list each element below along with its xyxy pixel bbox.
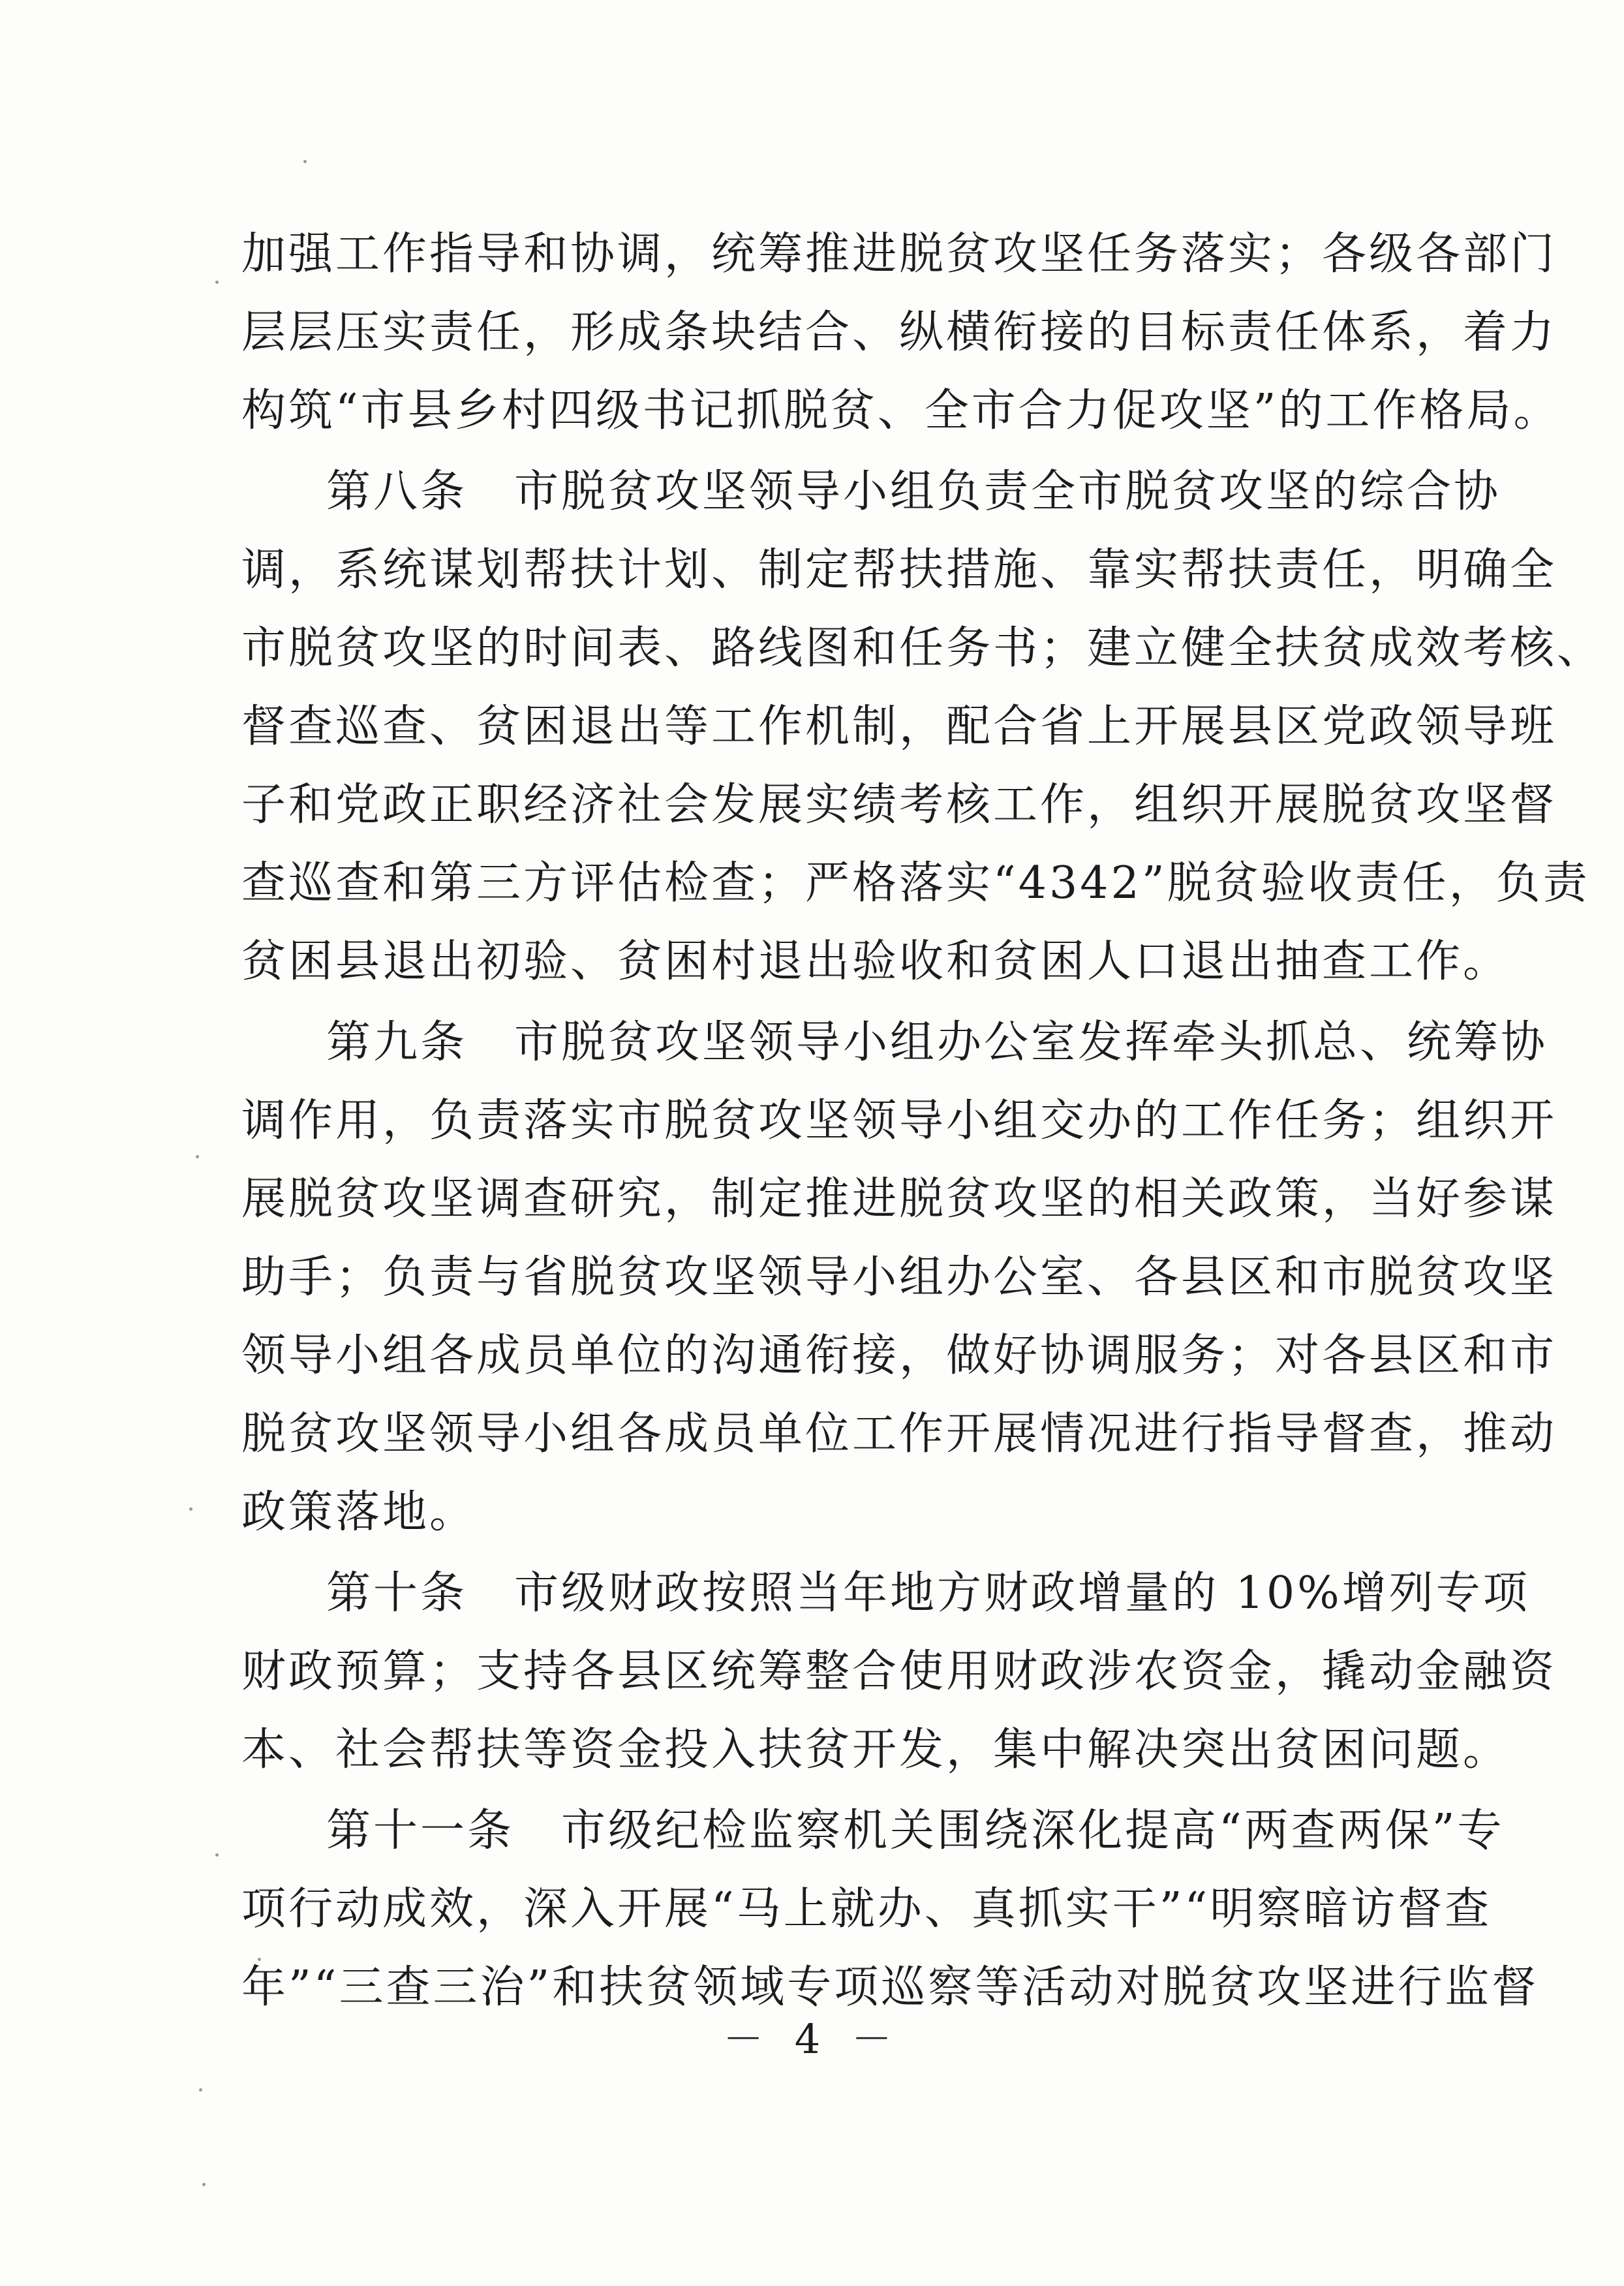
text-line: 本、社会帮扶等资金投入扶贫开发，集中解决突出贫困问题。 (241, 1724, 1510, 1776)
text-line: 加强工作指导和协调，统筹推进脱贫攻坚任务落实；各级各部门 (241, 228, 1557, 280)
paragraph-article-11 (241, 1792, 1539, 2027)
text-line: 政策落地。 (241, 1487, 477, 1538)
text-line: 市脱贫攻坚的时间表、路线图和任务书；建立健全扶贫成效考核、 (241, 623, 1604, 674)
text-line: 贫困县退出初验、贫困村退出验收和贫困人口退出抽查工作。 (241, 936, 1510, 987)
text-line: 层层压实责任，形成条块结合、纵横衔接的目标责任体系，着力 (241, 307, 1557, 358)
page-number: － 4 － (723, 2015, 901, 2063)
paragraph-article-10 (241, 1554, 1557, 1789)
text-line: 调作用，负责落实市脱贫攻坚领导小组交办的工作任务；组织开 (241, 1095, 1557, 1147)
text-line: 第八条 市脱贫攻坚领导小组负责全市脱贫攻坚的综合协 (326, 466, 1501, 517)
text-line: 调，系统谋划帮扶计划、制定帮扶措施、靠实帮扶责任，明确全 (241, 544, 1557, 596)
scan-speck (202, 2183, 206, 2186)
scan-speck (303, 160, 307, 163)
text-line: 第九条 市脱贫攻坚领导小组办公室发挥牵头抓总、统筹协 (326, 1017, 1548, 1068)
text-line: 第十条 市级财政按照当年地方财政增量的 10%增列专项 (326, 1568, 1530, 1619)
text-line: 助手；负责与省脱贫攻坚领导小组办公室、各县区和市脱贫攻坚 (241, 1252, 1557, 1303)
text-line: 第十一条 市级纪检监察机关围绕深化提高“两查两保”专 (326, 1805, 1505, 1857)
text-line: 督查巡查、贫困退出等工作机制，配合省上开展县区党政领导班 (241, 701, 1557, 752)
paragraph-article-9 (241, 1004, 1557, 1552)
scan-speck (199, 2088, 202, 2092)
text-line: 子和党政正职经济社会发展实绩考核工作，组织开展脱贫攻坚督 (241, 779, 1557, 831)
document-body (241, 215, 1604, 2027)
text-line: 领导小组各成员单位的沟通衔接，做好协调服务；对各县区和市 (241, 1330, 1557, 1382)
paragraph-article-8 (241, 453, 1604, 1001)
text-line: 查巡查和第三方评估检查；严格落实“4342”脱贫验收责任，负责 (241, 857, 1590, 909)
text-line: 展脱贫攻坚调查研究，制定推进脱贫攻坚的相关政策，当好参谋 (241, 1173, 1557, 1225)
text-line: 脱贫攻坚领导小组各成员单位工作开展情况进行指导督查，推动 (241, 1408, 1557, 1460)
text-line: 年”“三查三治”和扶贫领域专项巡察等活动对脱贫攻坚进行监督 (241, 1962, 1539, 2013)
paragraph-continuation (241, 215, 1561, 450)
text-line: 项行动成效，深入开展“马上就办、真抓实干”“明察暗访督查 (241, 1883, 1492, 1935)
scan-speck (215, 281, 219, 284)
scan-speck (189, 1507, 192, 1511)
text-line: 构筑“市县乡村四级书记抓脱贫、全市合力促攻坚”的工作格局。 (241, 385, 1561, 437)
text-line: 财政预算；支持各县区统筹整合使用财政涉农资金，撬动金融资 (241, 1646, 1557, 1697)
scan-speck (215, 1853, 219, 1857)
scan-speck (196, 1155, 199, 1158)
